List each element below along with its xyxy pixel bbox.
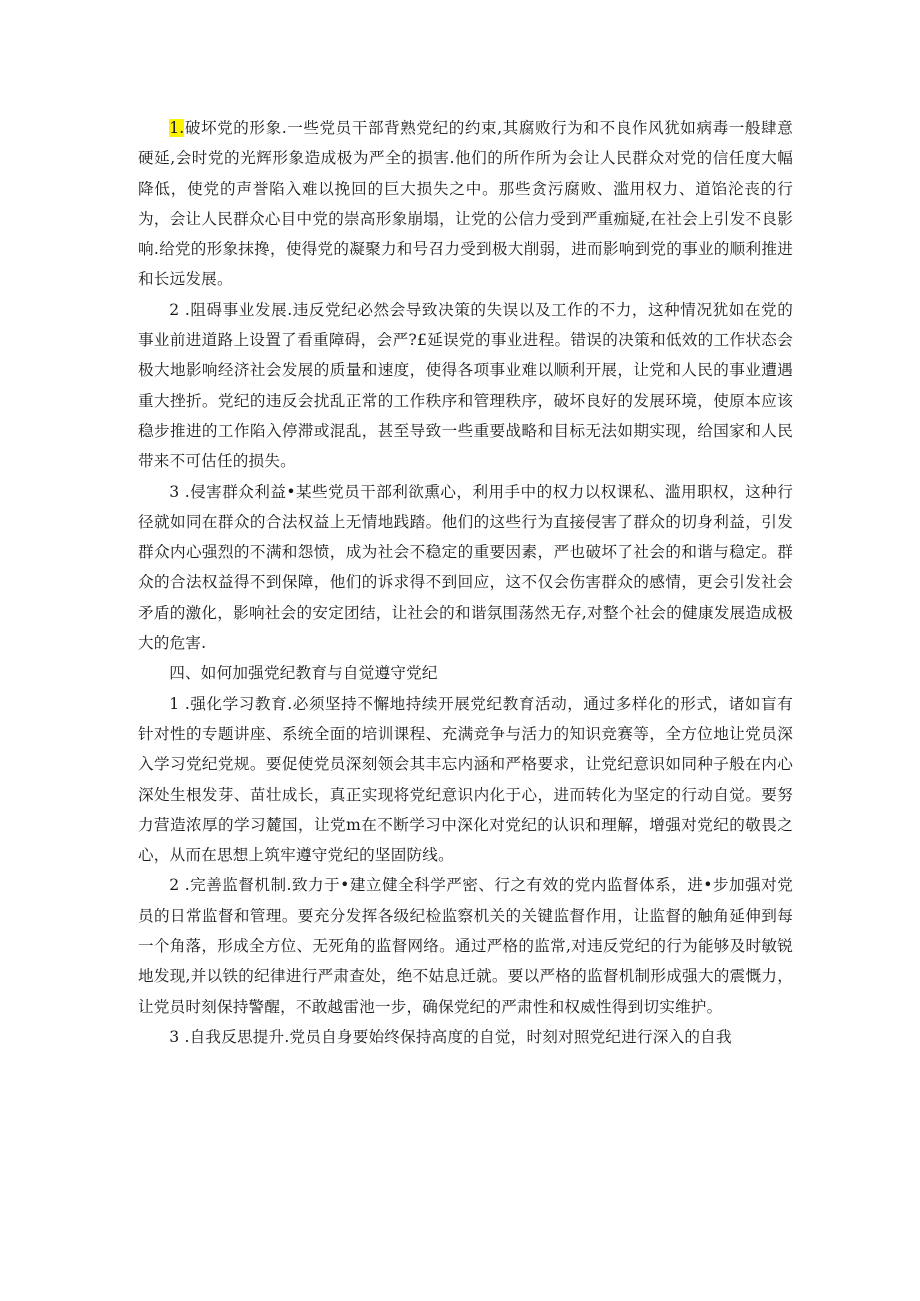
paragraph-self-reflection bbox=[138, 1022, 793, 1052]
paragraph-hinder-development bbox=[138, 295, 793, 477]
heading-text: 四、如何加强党纪教育与自觉遵守党纪 bbox=[169, 664, 438, 683]
paragraph-text: 破坏党的形象.一些党员干部背熟党纪的约束,其腐败行为和不良作风犹如病毒一般肆意硬延,会时党的光辉形象造成极为严全的损害.他们的所作所为会让人民群众对党的信任度大幅降低，使党的声誉陷入难以挽回的巨大损失之中。那些贪污腐败、滥用权力、道馅沦丧的行为，会让人民群众心目中党的崇高形象崩塌，让党的公信力受到严重痂疑,在社会上引发不良影响.给党的形象抹搀，使得党的凝聚力和号召力受到极大削弱，进而影响到党的事业的顺利推进和长远发展。 bbox=[138, 119, 793, 289]
paragraph-text: 2 .阻碍事业发展.违反党纪必然会导致决策的失误以及工作的不力，这种情况犹如在党的事业前进道路上设置了看重障碍，会严?£延误党的事业进程。错误的决策和低效的工作状态会极大地影响经济社会发展的质量和速度，使得各项事业难以顺利开展，让党和人民的事业遭遇重大挫折。党纪的违反会扰乱正常的工作秩序和管理秩序，破坏良好的发展环境，使原本应该稳步推进的工作陷入停滞或混乱，甚至导致一些重要战略和目标无法如期实现，给国家和人民带来不可估任的损失。 bbox=[138, 300, 793, 471]
paragraph-text: 2 .完善监督机制.致力于•建立健全科学严密、行之有效的党内监督体系，进•步加强对党员的日常监督和管理。要充分发挥各级纪检监察机关的关键监督作用，让监督的触角延伸到每一个角落，形成全方位、无死角的监督网络。通过严格的监常,对违反党纪的行为能够及时敏锐地发现,并以铁的纪律进行严肃查处，绝不姑息迁就。要以严格的监督机制形成强大的震慨力，让党员时刻保持警醒，不敢越雷池一步，确保党纪的严肃性和权威性得到切实维护。 bbox=[138, 876, 793, 1016]
paragraph-strengthen-education bbox=[138, 689, 793, 871]
section-heading bbox=[138, 658, 793, 688]
paragraph-text: 3 .侵害群众利益•某些党员干部利欲熏心，利用手中的权力以权课私、滥用职权，这种行径就如同在群众的合法权益上无情地践踏。他们的这些行为直接侵害了群众的切身利益，引发群众内心强烈的不满和怨愤，成为社会不稳定的重要因素，严也破坏了社会的和谐与稳定。群众的合法权益得不到保障，他们的诉求得不到回应，这不仅会伤害群众的感情，更会引发社会矛盾的激化，影响社会的安定团结，让社会的和谐氛围荡然无存,对整个社会的健康发展造成极大的危害. bbox=[138, 482, 793, 653]
document-body bbox=[138, 113, 793, 1052]
paragraph-text: 1 .强化学习教育.必须坚持不懈地持续开展党纪教育活动，通过多样化的形式，诸如盲有针对性的专题讲座、系统全面的培训课程、充满竞争与活力的知识竞赛等，全方位地让党员深入学习党纪党规。要促使党员深刻领会其丰忘内涵和严格要求，让党纪意识如同种子般在内心深处生根发芽、苗壮成长，真正实现将党纪意识内化于心，进而转化为坚定的行动自觉。要努力营造浓厚的学习麓国，让党m在不断学习中深化对党纪的认识和理解，增强对党纪的敬畏之心，从而在思想上筑牢遵守党纪的坚固防线。 bbox=[138, 694, 793, 865]
paragraph-harm-public-interest bbox=[138, 477, 793, 659]
highlighted-number: 1. bbox=[169, 119, 185, 137]
paragraph-improve-supervision bbox=[138, 870, 793, 1021]
paragraph-text: 3 .自我反思提升.党员自身要始终保持高度的自觉，时刻对照党纪进行深入的自我 bbox=[169, 1027, 732, 1046]
paragraph-destroy-party-image bbox=[138, 113, 793, 295]
